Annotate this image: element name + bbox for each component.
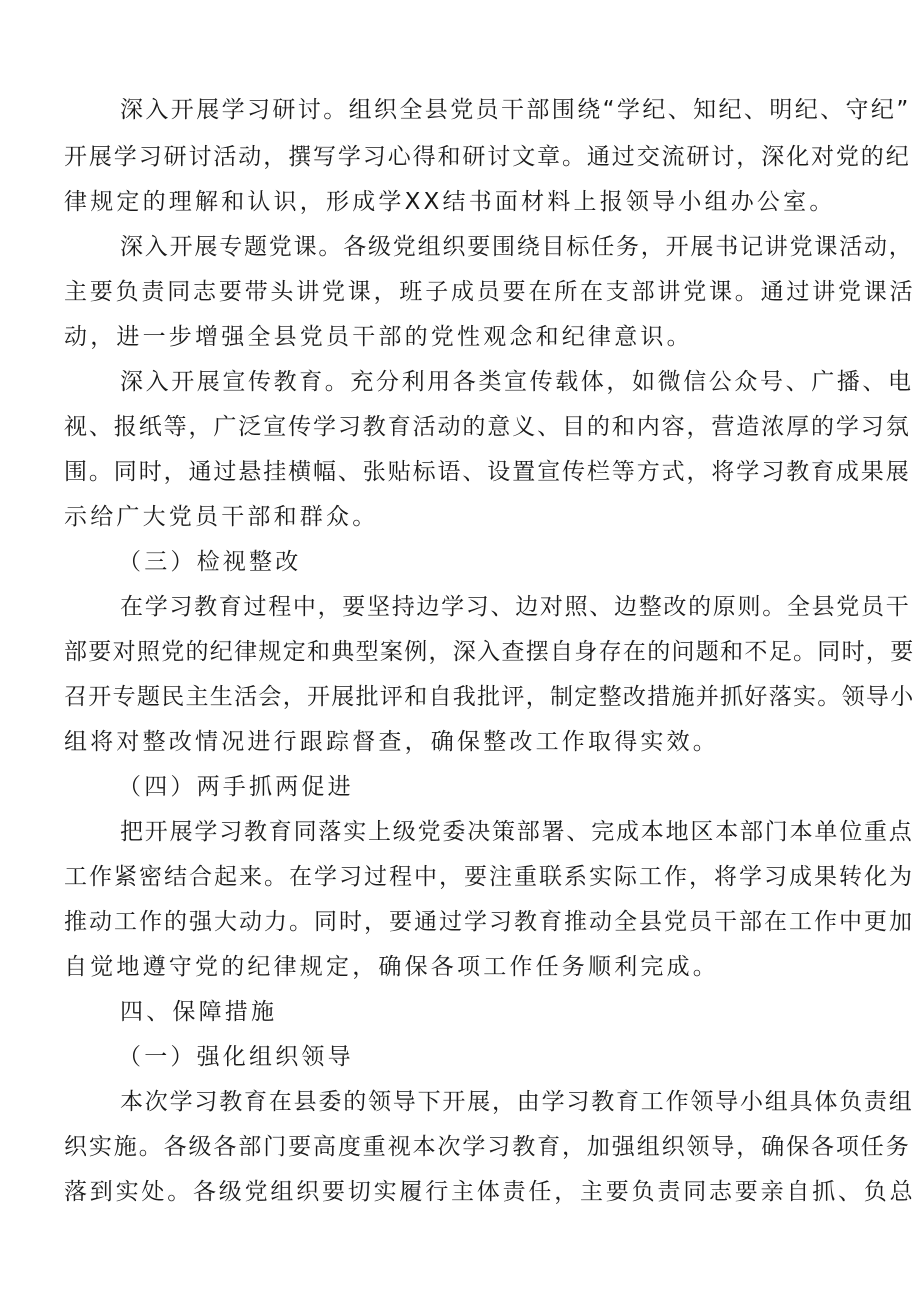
text-line: 落到实处。各级党组织要切实履行主体责任，主要负责同志要亲自抓、负总 [64,1179,916,1205]
text-line: 组将对整改情况进行跟踪督查，确保整改工作取得实效。 [64,729,719,755]
text-line: 召开专题民主生活会，开展批评和自我批评，制定整改措施并抓好落实。领导小 [64,684,915,710]
text-line: 深入开展学习研讨。组织全县党员干部围绕“学纪、知纪、明纪、守纪” [120,97,911,123]
text-line: 深入开展专题党课。各级党组织要围绕目标任务，开展书记讲党课活动， [120,234,914,260]
text-line: 本次学习教育在县委的领导下开展，由学习教育工作领导小组具体负责组 [120,1089,914,1115]
text-line: 主要负责同志要带头讲党课，班子成员要在所在支部讲党课。通过讲党课活 [64,279,916,305]
text-line: 推动工作的强大动力。同时，要通过学习教育推动全县党员干部在工作中更加 [64,909,914,935]
text-line: 动，进一步增强全县党员干部的党性观念和纪律意识。 [64,324,693,350]
section-heading: （四）两手抓两促进 [118,774,354,800]
text-line: 深入开展宣传教育。充分利用各类宣传载体，如微信公众号、广播、电 [120,369,914,395]
text-line: 工作紧密结合起来。在学习过程中，要注重联系实际工作，将学习成果转化为 [64,864,914,890]
text-line: 把开展学习教育同落实上级党委决策部署、完成本地区本部门本单位重点 [120,819,914,845]
text-line: 律规定的理解和认识，形成学XX结书面材料上报领导小组办公室。 [64,189,836,215]
text-line: 围。同时，通过悬挂横幅、张贴标语、设置宣传栏等方式，将学习教育成果展 [64,459,911,485]
text-line: 示给广大党员干部和群众。 [64,504,379,530]
text-line: 部要对照党的纪律规定和典型案例，深入查摆自身存在的问题和不足。同时，要 [64,639,915,665]
text-line: 视、报纸等，广泛宣传学习教育活动的意义、目的和内容，营造浓厚的学习氛 [64,414,911,440]
section-heading: 四、保障措施 [120,999,278,1025]
section-heading: （一）强化组织领导 [118,1044,354,1070]
text-line: 织实施。各级各部门要高度重视本次学习教育，加强组织领导，确保各项任务 [64,1134,911,1160]
text-line: 在学习教育过程中，要坚持边学习、边对照、边整改的原则。全县党员干 [120,594,911,620]
text-line: 自觉地遵守党的纪律规定，确保各项工作任务顺利完成。 [64,954,719,980]
section-heading: （三）检视整改 [118,549,302,575]
text-line: 开展学习研讨活动，撰写学习心得和研讨文章。通过交流研讨，深化对党的纪 [64,144,911,170]
